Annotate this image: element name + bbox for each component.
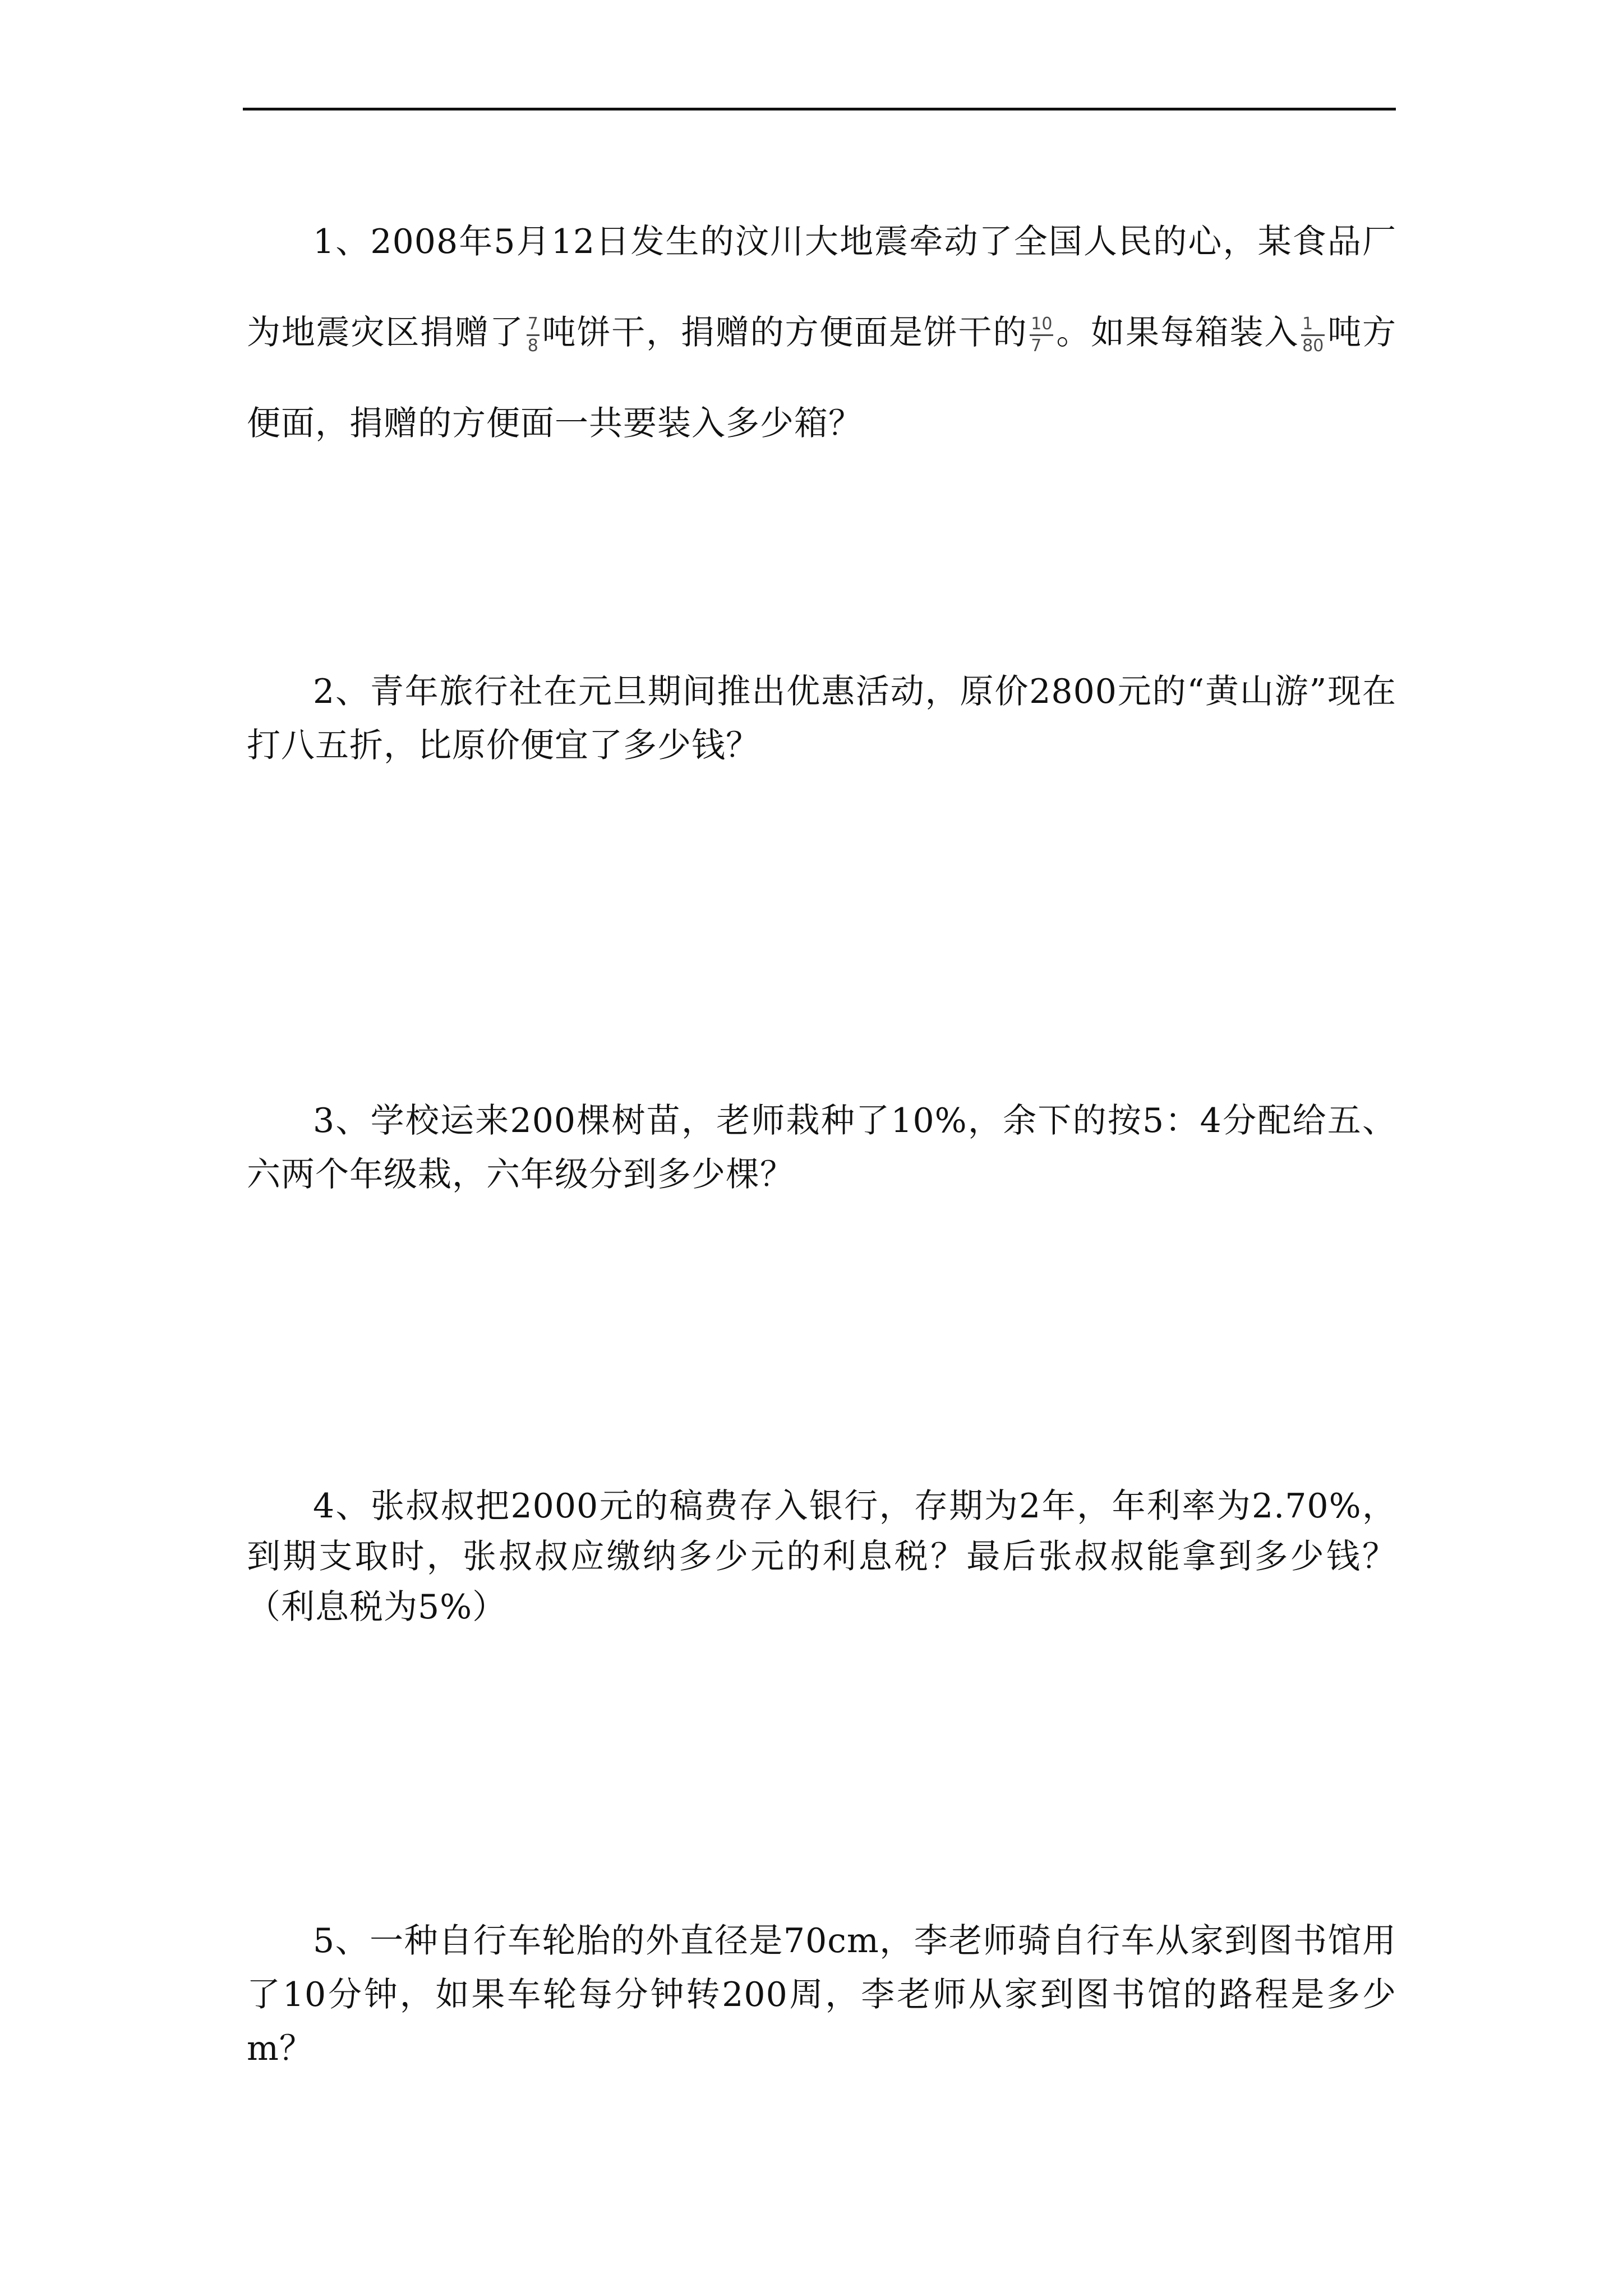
problem-3: 3、学校运来200棵树苗，老师栽种了10%，余下的按5：4分配给五、六两个年级栽，六年级分到多少棵？ bbox=[247, 1101, 1396, 1194]
fraction-one-eightieth bbox=[1301, 316, 1325, 355]
problem-1-text-d: 吨方便面，捐赠的方便面一共要装入多少箱？ bbox=[247, 313, 1397, 443]
problem-4: 4、张叔叔把2000元的稿费存入银行，存期为2年，年利率为2.70%，到期支取时，张叔叔应缴纳多少元的利息税？最后张叔叔能拿到多少钱？（利息税为5%） bbox=[247, 1487, 1396, 1627]
problem-1-text-c: 。如果每箱装入 bbox=[1055, 313, 1299, 352]
fraction-numerator: 10 bbox=[1030, 316, 1053, 336]
problem-5: 5、一种自行车轮胎的外直径是70cm，李老师骑自行车从家到图书馆用了10分钟，如果车轮每分钟转200周，李老师从家到图书馆的路程是多少m？ bbox=[247, 1921, 1396, 2068]
fraction-numerator: 7 bbox=[527, 316, 540, 336]
header-rule bbox=[243, 108, 1396, 111]
fraction-ten-sevenths bbox=[1030, 316, 1053, 355]
fraction-denominator: 8 bbox=[527, 335, 538, 356]
fraction-denominator: 80 bbox=[1302, 335, 1324, 356]
problem-1-text-a: 1、2008年5月12日发生的汶川大地震牵动了全国人民的心，某食品厂为地震灾区捐赠了 bbox=[247, 222, 1396, 352]
fraction-denominator: 7 bbox=[1031, 335, 1042, 356]
problem-1 bbox=[247, 196, 1396, 469]
problem-1-text-b: 吨饼干，捐赠的方便面是饼干的 bbox=[541, 313, 1028, 352]
fraction-numerator: 1 bbox=[1301, 316, 1325, 336]
fraction-seven-eighths bbox=[527, 316, 540, 355]
problem-2: 2、青年旅行社在元旦期间推出优惠活动，原价2800元的“黄山游”现在打八五折，比原价便宜了多少钱？ bbox=[247, 672, 1396, 765]
